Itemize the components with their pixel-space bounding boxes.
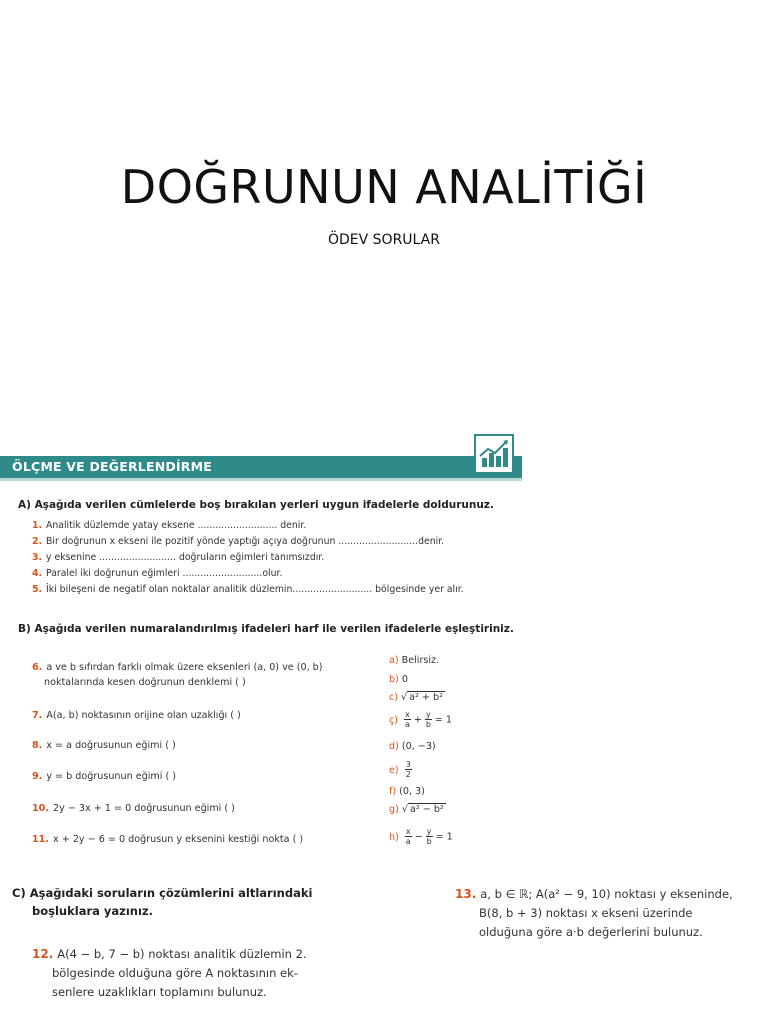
list-item: 4. Paralel iki doğrunun eğimleri ...........................olur. xyxy=(32,568,283,579)
answer-c: c) √ a² + b² xyxy=(389,692,443,703)
answer-e: e) $\frac{3}{2}$ xyxy=(389,760,411,779)
assessment-banner xyxy=(0,456,522,481)
list-item: 2. Bir doğrunun x ekseni ile pozitif yönde yaptığı açıya doğrunun ...........................denir. xyxy=(32,536,445,547)
answer-h: h) $\frac{x}{a}$ − $\frac{y}{b}$ = 1 xyxy=(389,827,453,846)
question-6: 6. a ve b sıfırdan farklı olmak üzere eksenleri (a, 0) ve (0, b) noktalarında kesen doğrunun denklemi ( ) xyxy=(32,662,323,688)
banner-label: ÖLÇME VE DEĞERLENDİRME xyxy=(12,459,212,474)
answer-cc: ç) $\frac{x}{a}$ + $\frac{y}{b}$ = 1 xyxy=(389,710,452,729)
chart-growth-icon xyxy=(474,434,514,474)
question-9: 9. y = b doğrusunun eğimi ( ) xyxy=(32,771,176,782)
page-subtitle: ÖDEV SORULAR xyxy=(328,232,440,248)
question-12: 12. A(4 − b, 7 − b) noktası analitik düzlemin 2. bölgesinde olduğuna göre A noktasının ek- senlere uzaklıkları toplamını bulunuz. xyxy=(32,947,307,999)
page-title: DOĞRUNUN ANALİTİĞİ xyxy=(120,160,648,214)
section-b-heading: B) Aşağıda verilen numaralandırılmış ifadeleri harf ile verilen ifadelerle eşleştiriniz. xyxy=(18,623,514,635)
section-c-heading: C) Aşağıdaki soruların çözümlerini altlarındaki boşluklara yazınız. xyxy=(12,886,313,918)
list-item: 5. İki bileşeni de negatif olan noktalar analitik düzlemin........................... bölgesinde yer alır. xyxy=(32,584,464,595)
list-item: 1. Analitik düzlemde yatay eksene ........................... denir. xyxy=(32,520,307,531)
question-8: 8. x = a doğrusunun eğimi ( ) xyxy=(32,740,176,751)
answer-b: b) 0 xyxy=(389,674,408,685)
question-7: 7. A(a, b) noktasının orijine olan uzaklığı ( ) xyxy=(32,710,241,721)
question-11: 11. x + 2y − 6 = 0 doğrusun y eksenini kestiği nokta ( ) xyxy=(32,834,304,845)
answer-g: g) √ a² − b² xyxy=(389,804,444,815)
answer-d: d) (0, −3) xyxy=(389,741,436,752)
section-a-heading: A) Aşağıda verilen cümlelerde boş bırakılan yerleri uygun ifadelerle doldurunuz. xyxy=(18,499,494,511)
section-a-list xyxy=(32,518,464,598)
answer-f: f) (0, 3) xyxy=(389,786,425,797)
list-item: 3. y eksenine .......................... doğruların eğimleri tanımsızdır. xyxy=(32,552,325,563)
question-10: 10. 2y − 3x + 1 = 0 doğrusunun eğimi ( ) xyxy=(32,803,235,814)
answer-a: a) Belirsiz. xyxy=(389,655,440,666)
question-13: 13. a, b ∈ ℝ; A(a² − 9, 10) noktası y ekseninde, B(8, b + 3) noktası x ekseni üzerinde olduğuna göre a·b değerlerini bulunuz. xyxy=(455,887,733,939)
